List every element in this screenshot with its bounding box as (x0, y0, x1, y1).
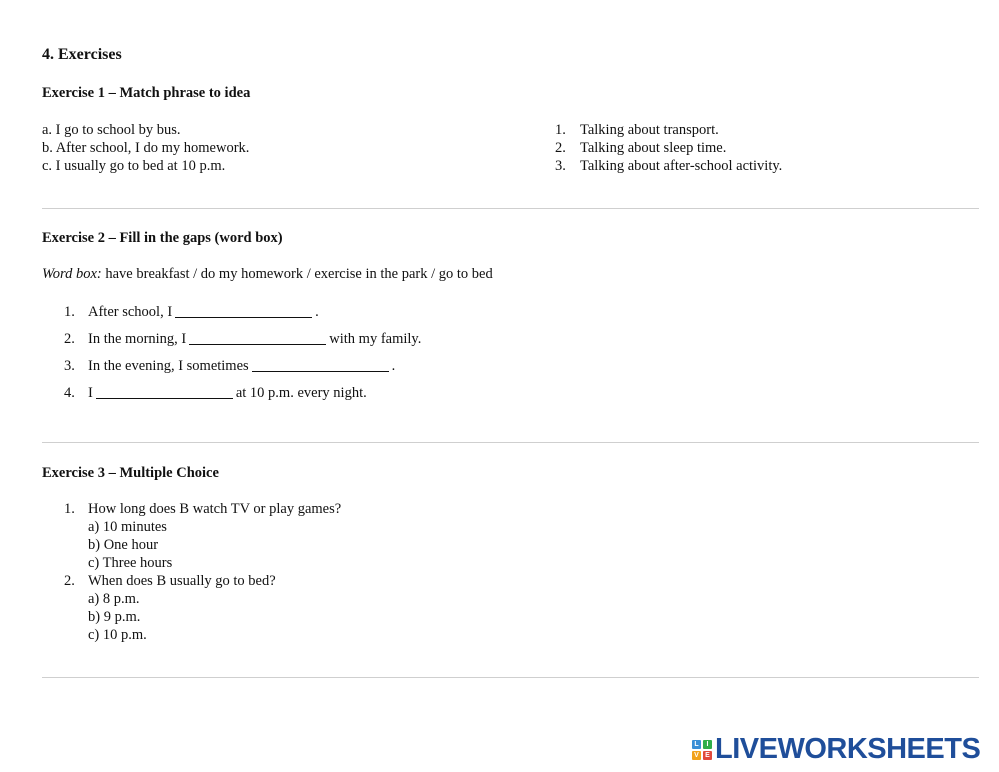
idea-text: Talking about after-school activity. (580, 158, 783, 174)
logo-tile: V (692, 751, 701, 760)
word-box-text: have breakfast / do my homework / exercise in the park / go to bed (101, 266, 493, 282)
option-b[interactable]: b) One hour (88, 537, 159, 553)
idea-number: 3. (555, 158, 566, 174)
phrase-item: c. I usually go to bed at 10 p.m. (42, 158, 226, 174)
logo-grid-icon (692, 740, 712, 760)
option-c[interactable]: c) 10 p.m. (88, 627, 147, 643)
option-a[interactable]: a) 10 minutes (88, 519, 167, 535)
gap-blank[interactable] (96, 384, 233, 399)
exercise2-heading: Exercise 2 – Fill in the gaps (word box) (42, 230, 283, 246)
gap-item (64, 330, 421, 357)
section-title: 4. Exercises (42, 46, 122, 63)
gap-before-text: In the morning, I (88, 331, 187, 347)
gap-after-text: . (315, 304, 319, 320)
question-number: 1. (64, 501, 75, 517)
gap-number: 4. (64, 385, 75, 401)
exercise1-ideas (555, 121, 782, 175)
section-divider (42, 208, 979, 209)
idea-number: 1. (555, 122, 566, 138)
gap-before-text: I (88, 385, 93, 401)
gap-number: 1. (64, 304, 75, 320)
idea-text: Talking about transport. (580, 122, 719, 138)
exercise1-heading: Exercise 1 – Match phrase to idea (42, 85, 251, 101)
option-a[interactable]: a) 8 p.m. (88, 591, 140, 607)
exercise1-phrases (42, 121, 249, 175)
gap-after-text: . (391, 358, 396, 374)
question-text: When does B usually go to bed? (88, 573, 276, 589)
gap-blank[interactable] (175, 303, 312, 318)
option-b[interactable]: b) 9 p.m. (88, 609, 141, 625)
gap-number: 2. (64, 331, 75, 347)
logo-tile: I (703, 740, 712, 749)
question-item (64, 500, 341, 518)
question-text: How long does B watch TV or play games? (88, 501, 342, 517)
exercise3-heading: Exercise 3 – Multiple Choice (42, 465, 219, 481)
question-number: 2. (64, 573, 75, 589)
section-divider (42, 442, 979, 443)
gap-blank[interactable] (252, 357, 389, 372)
gap-item (64, 357, 421, 384)
gap-before-text: After school, I (88, 304, 173, 320)
logo-text: LIVEWORKSHEETS (715, 733, 981, 765)
gap-before-text: In the evening, I sometimes (88, 358, 249, 374)
logo-tile: L (692, 740, 701, 749)
logo-tile: E (703, 751, 712, 760)
exercise3-list (64, 500, 341, 644)
gap-number: 3. (64, 358, 75, 374)
word-box (42, 265, 493, 283)
phrase-item: b. After school, I do my homework. (42, 140, 250, 156)
word-box-label: Word box: (42, 266, 102, 282)
liveworksheets-logo (692, 733, 980, 766)
gap-after-text: with my family. (329, 331, 422, 347)
gap-item (64, 384, 421, 411)
section-divider (42, 677, 979, 678)
idea-item (555, 157, 782, 175)
idea-item (555, 139, 782, 157)
idea-text: Talking about sleep time. (580, 140, 727, 156)
gap-after-text: at 10 p.m. every night. (235, 385, 367, 401)
gap-item (64, 303, 421, 330)
gap-blank[interactable] (189, 330, 326, 345)
exercise2-list (64, 303, 421, 411)
idea-item (555, 121, 782, 139)
question-item (64, 572, 341, 590)
option-c[interactable]: c) Three hours (88, 555, 173, 571)
idea-number: 2. (555, 140, 566, 156)
phrase-item: a. I go to school by bus. (42, 122, 181, 138)
